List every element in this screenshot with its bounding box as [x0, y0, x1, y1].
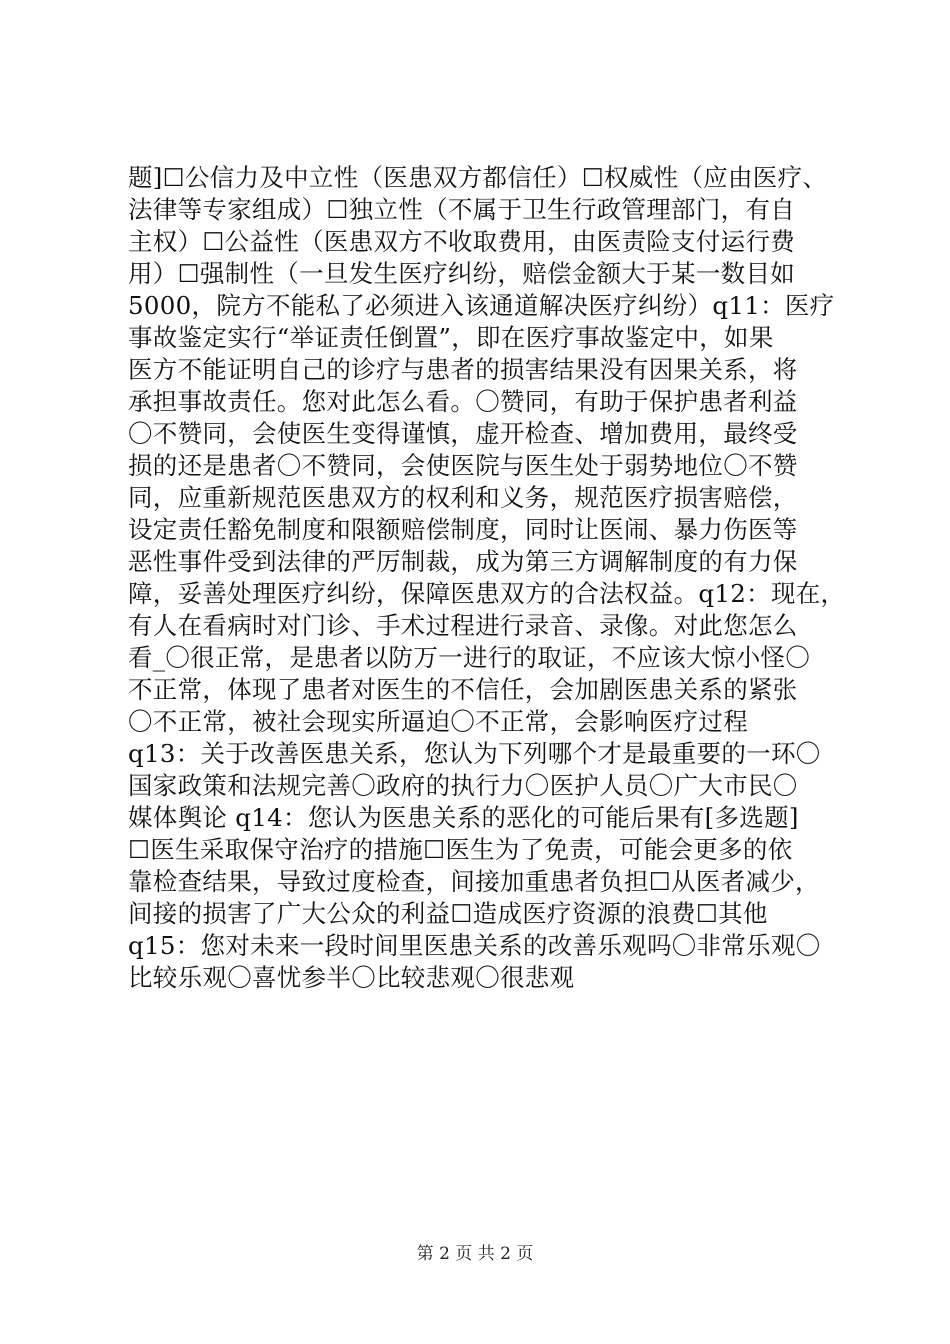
- text-line: 靠检查结果，导致过度检查，间接加重患者负担☐从医者减少，: [128, 867, 820, 896]
- text-line: q15：您对未来一段时间里医患关系的改善乐观吗〇非常乐观〇: [128, 931, 821, 960]
- text-line: 〇不正常，被社会现实所逼迫〇不正常，会影响医疗过程: [128, 707, 748, 736]
- text-line: 间接的损害了广大公众的利益☐造成医疗资源的浪费☐其他: [128, 899, 768, 928]
- text-line: 主权）☐公益性（医患双方不收取费用，由医责险支付运行费: [128, 227, 796, 256]
- body-text: [128, 162, 846, 994]
- text-line: 用）☐强制性（一旦发生医疗纠纷，赔偿金额大于某一数目如: [128, 259, 796, 288]
- text-line: q13：关于改善医患关系，您认为下列哪个才是最重要的一环〇: [128, 739, 821, 768]
- text-line: 损的还是患者〇不赞同，会使医院与医生处于弱势地位〇不赞: [128, 451, 798, 480]
- text-line: 承担事故责任。您对此怎么看。〇赞同，有助于保护患者利益: [128, 387, 798, 416]
- text-line: 不正常，体现了患者对医生的不信任，会加剧医患关系的紧张: [128, 675, 798, 704]
- page-number-footer: 第 2 页 共 2 页: [416, 1244, 534, 1264]
- text-line: 〇不赞同，会使医生变得谨慎，虚开检查、增加费用，最终受: [128, 419, 798, 448]
- text-line: 事故鉴定实行“举证责任倒置”，即在医疗事故鉴定中，如果: [128, 323, 774, 352]
- text-line: 国家政策和法规完善〇政府的执行力〇医护人员〇广大市民〇: [128, 771, 798, 800]
- text-line: 同，应重新规范医患双方的权利和义务，规范医疗损害赔偿，: [128, 483, 798, 512]
- text-line: 恶性事件受到法律的严厉制裁，成为第三方调解制度的有力保: [128, 547, 798, 576]
- text-line: 看_〇很正常，是患者以防万一进行的取证，不应该大惊小怪〇: [128, 643, 811, 672]
- text-line: 题]☐公信力及中立性（医患双方都信任）☐权威性（应由医疗、: [128, 163, 828, 192]
- text-line: 设定责任豁免制度和限额赔偿制度，同时让医闹、暴力伤医等: [128, 515, 798, 544]
- text-line: 法律等专家组成）☐独立性（不属于卫生行政管理部门，有自: [128, 195, 796, 224]
- text-line: 5000，院方不能私了必须进入该通道解决医疗纠纷）q11：医疗: [128, 291, 835, 320]
- text-line: 有人在看病时对门诊、手术过程进行录音、录像。对此您怎么: [128, 611, 798, 640]
- text-line: 障，妥善处理医疗纠纷，保障医患双方的合法权益。q12：现在，: [128, 579, 846, 608]
- text-line: 比较乐观〇喜忧参半〇比较悲观〇很悲观: [128, 963, 575, 992]
- text-line: 医方不能证明自己的诊疗与患者的损害结果没有因果关系，将: [128, 355, 798, 384]
- text-line: 媒体舆论 q14：您认为医患关系的恶化的可能后果有[多选题]: [128, 803, 799, 832]
- text-line: ☐医生采取保守治疗的措施☐医生为了免责，可能会更多的依: [128, 835, 793, 864]
